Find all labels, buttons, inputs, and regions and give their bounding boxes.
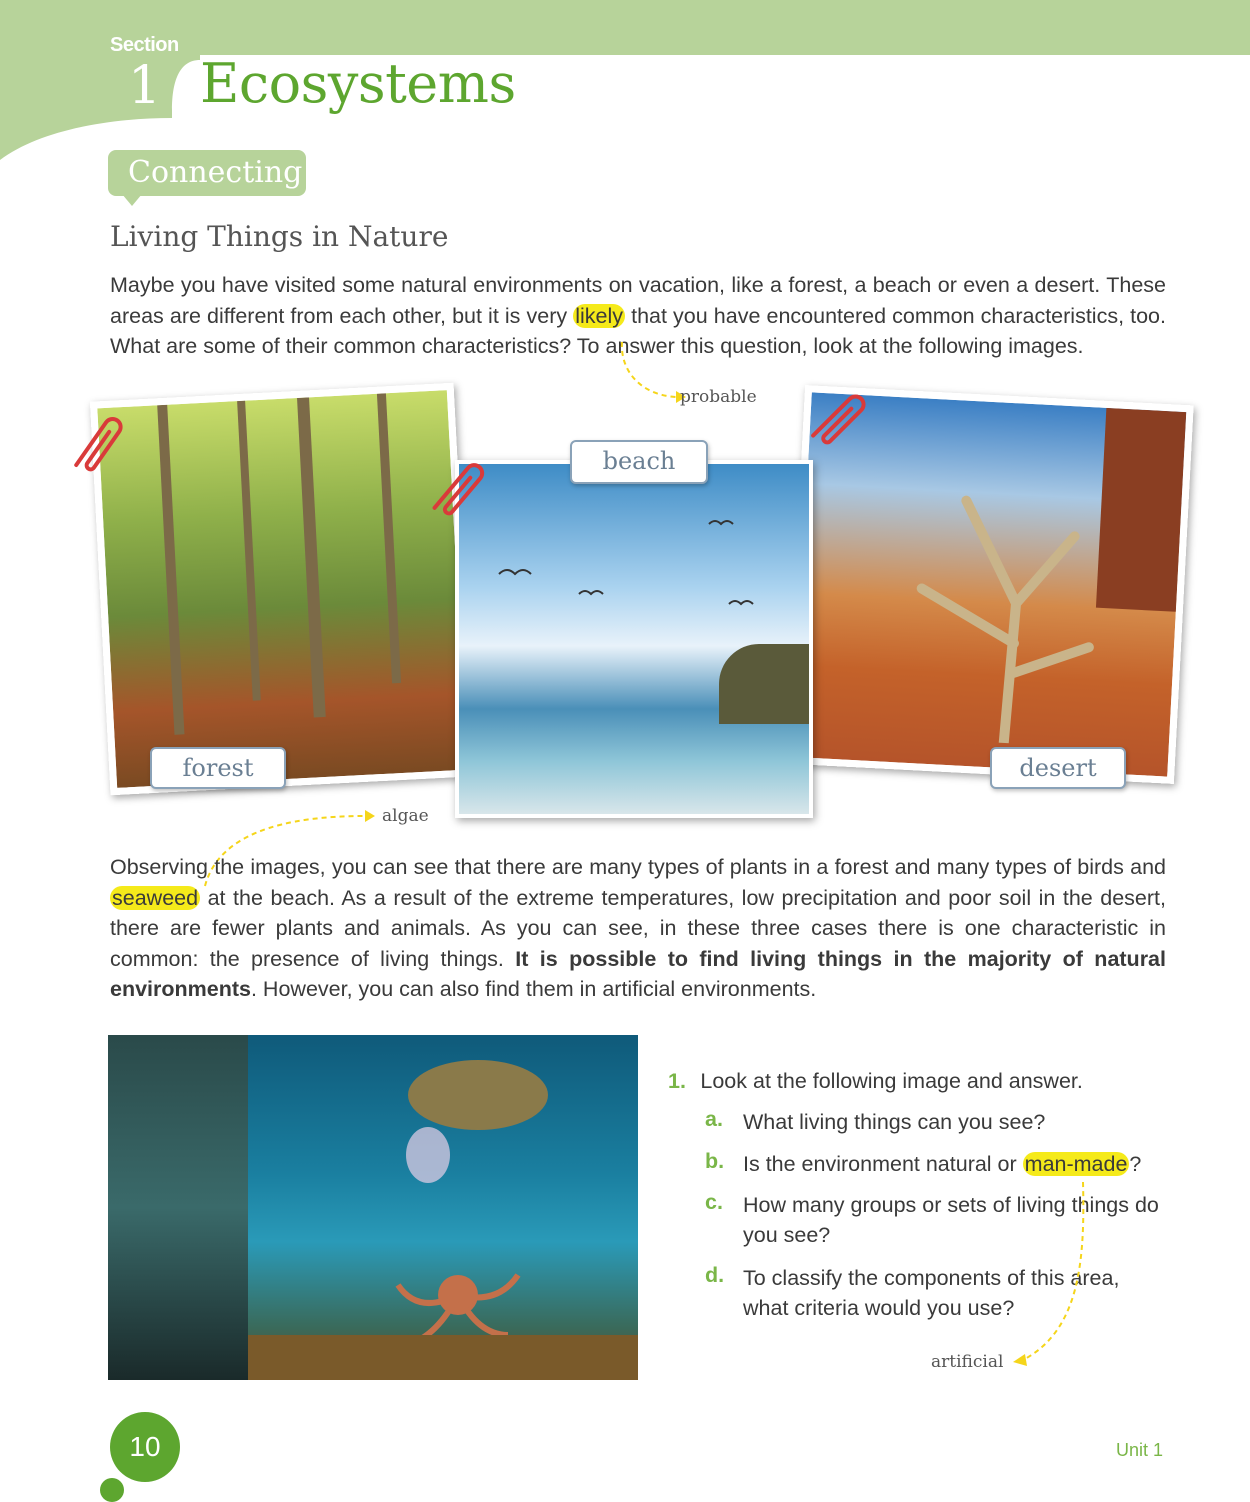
observing-text-2: at the beach. As a result of the extreme temperatures, low precipitation and poor soil in the desert, there are fewer plants and animals. As you can see, in these three cases there is one characteristic in common: the presence of living things. [110, 885, 1166, 971]
connecting-badge-tail [122, 194, 142, 206]
connecting-label: Connecting [128, 155, 303, 190]
forest-photo [90, 383, 474, 796]
section-number: 1 [128, 56, 162, 116]
page-number: 10 [110, 1412, 180, 1482]
gloss-artificial: artificial [931, 1352, 1004, 1372]
forest-label: forest [150, 747, 286, 789]
desert-label: desert [990, 747, 1126, 789]
item-text-end: ? [1129, 1152, 1142, 1176]
section-label: Section [110, 34, 179, 56]
question-1 [668, 1066, 1168, 1096]
item-text: Is the environment natural or [743, 1152, 1023, 1176]
question-item-d [705, 1263, 1167, 1323]
observing-paragraph [110, 852, 1166, 1005]
page-title: Ecosystems [200, 52, 516, 115]
birds-icon [459, 464, 809, 664]
highlight-man-made: man-made [1024, 1152, 1128, 1176]
desert-photo [785, 385, 1193, 784]
subheading: Living Things in Nature [110, 220, 449, 253]
observing-bold-text: It is possible to find living things in the majority of natural environments [110, 946, 1166, 1001]
gloss-arrow-man-made [1005, 1180, 1095, 1370]
gloss-probable: probable [680, 387, 757, 407]
item-letter: a. [705, 1107, 723, 1131]
highlight-seaweed: seaweed [112, 885, 199, 910]
item-text: To classify the components of this area, what criteria would you use? [743, 1266, 1120, 1320]
gloss-algae: algae [382, 806, 429, 826]
gloss-arrow-likely [610, 340, 690, 410]
unit-label: Unit 1 [1116, 1440, 1164, 1460]
intro-text-1: Maybe you have visited some natural environments on vacation, like a forest, a beach or even a desert. These areas are different from each other, but it is very [110, 273, 1166, 328]
dead-tree-icon [834, 434, 1129, 748]
question-number: 1. [668, 1069, 686, 1093]
beach-label: beach [570, 440, 708, 484]
question-prompt: Look at the following image and answer. [700, 1069, 1083, 1093]
question-item-c [705, 1190, 1167, 1250]
aquarium-photo [108, 1035, 638, 1380]
observing-text-3: . However, you can also find them in artificial environments. [250, 977, 817, 1001]
intro-text-2: that you have encountered common characteristics, too. What are some of their common characteristics? To answer this question, look at the following images. [110, 303, 1166, 358]
beach-photo [455, 460, 813, 818]
item-letter: d. [705, 1263, 725, 1287]
highlight-likely: likely [575, 303, 624, 328]
item-letter: b. [705, 1149, 725, 1173]
sea-life-icon [248, 1035, 638, 1380]
observing-text-1: Observing the images, you can see that there are many types of plants in a forest and many types of birds and [110, 855, 1166, 879]
header-corner-shape [0, 0, 200, 160]
item-text: How many groups or sets of living things do you see? [743, 1193, 1159, 1247]
item-text: What living things can you see? [743, 1110, 1046, 1134]
page-dot [100, 1478, 124, 1502]
question-item-b [705, 1149, 1167, 1179]
item-letter: c. [705, 1190, 723, 1214]
question-item-a [705, 1107, 1167, 1137]
